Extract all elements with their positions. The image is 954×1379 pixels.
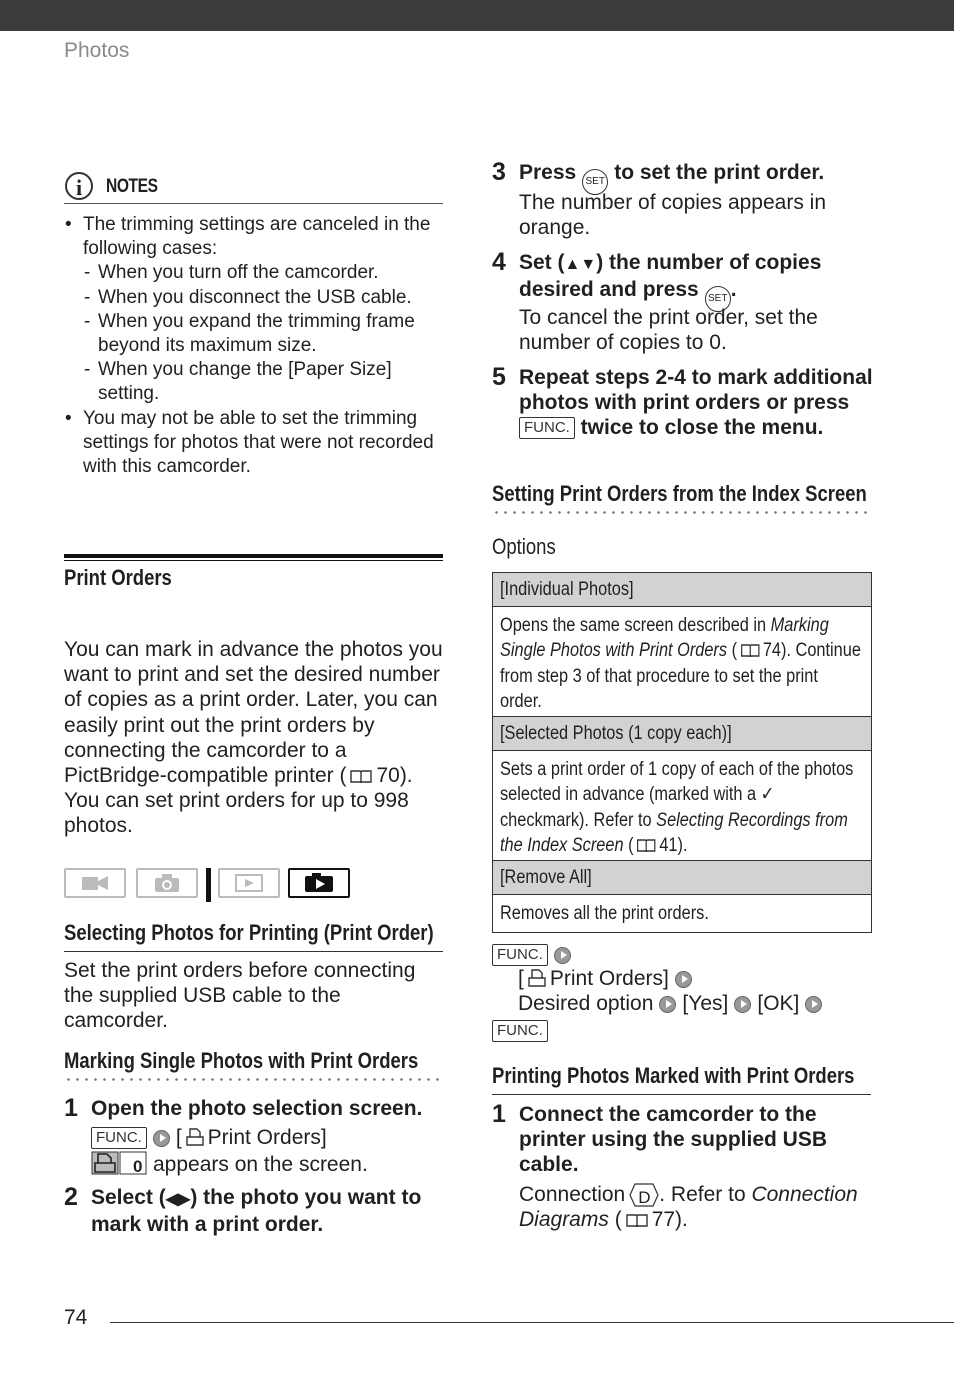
step-number: 3 [492, 158, 506, 186]
connection-d-icon [629, 1183, 659, 1207]
closing-paren: ). [675, 1208, 688, 1232]
desc-text-b: ). [677, 834, 688, 856]
photo-camera-mode-icon [136, 868, 198, 898]
movie-playback-mode-icon [218, 868, 280, 898]
dotted-rule [492, 511, 872, 514]
book-icon [637, 838, 656, 852]
page-ref: 77 [651, 1208, 676, 1232]
note-subitem: - When you expand the trimming frame beyond its maximum size. [64, 310, 444, 358]
step-5-b: twice to close the menu. [580, 416, 824, 440]
next-arrow-icon [805, 996, 822, 1013]
book-icon [740, 643, 759, 657]
option-description [493, 607, 871, 717]
options-table [492, 572, 872, 933]
notes-label: NOTES [106, 176, 158, 197]
print-orders-title: Print Orders [64, 565, 172, 590]
func-button-icon: FUNC. [492, 1020, 548, 1042]
step-number: 4 [492, 248, 506, 276]
next-arrow-icon [153, 1130, 170, 1147]
step-4-text [519, 250, 871, 312]
note-subitem: - When you disconnect the USB cable. [64, 286, 444, 310]
note-text: The trimming settings are canceled in the following cases: [83, 214, 431, 260]
step-number: 1 [64, 1094, 78, 1122]
set-button-icon: SET [582, 169, 608, 195]
note-item [64, 213, 444, 261]
note-text: You may not be able to set the trimming settings for photos that were not recorded with this camcorder. [83, 407, 434, 478]
menu-path-line3 [518, 991, 872, 1016]
top-bar [0, 0, 954, 31]
intro-text-a: You can mark in advance the photos you want to print and set the desired number of copies as a print order. Later, you can easily print out the print orders by connecting the camcorder to a PictBridge-compatible printer ( [64, 638, 443, 788]
print-orders-menu: Print Orders] [549, 967, 669, 990]
desc-ref: 41 [659, 834, 678, 856]
step-5-a: Repeat steps 2-4 to mark additional photos with print orders or press [519, 366, 873, 415]
option-name-text: [Selected Photos (1 copy each)] [500, 723, 732, 744]
printing-step-1-text: Connect the camcorder to the printer using the supplied USB cable. [519, 1103, 828, 1177]
step-4-b: ) the number of copies desired and press [519, 251, 822, 302]
connection-diagrams-ref: Connection Diagrams [519, 1183, 858, 1232]
desc-text-b: ). Continue from step 3 of that procedure to set the print order. [500, 640, 861, 712]
option-name [493, 717, 871, 751]
book-icon [350, 769, 372, 783]
step-4-a: Set ( [519, 251, 565, 274]
step-3-a: Press [519, 161, 577, 184]
desc-text: Opens the same screen described in [500, 615, 771, 636]
option-name [493, 573, 871, 607]
step-1-appears [91, 1151, 443, 1181]
printing-title: Printing Photos Marked with Print Orders [492, 1063, 855, 1088]
desc-text-c: checkmark). Refer to [500, 809, 657, 831]
func-button-icon: FUNC. [492, 944, 548, 966]
desc-text: Sets a print order of 1 copy of each of the photos selected in advance (marked with a [500, 759, 854, 806]
print-orders-menu: Print Orders] [207, 1126, 327, 1149]
menu-path-line4 [492, 1018, 872, 1043]
option-name-text: [Remove All] [500, 867, 592, 888]
connection-letter: D [638, 1188, 651, 1207]
desc-italic: Selecting Recordings from the Index Screen [500, 809, 848, 856]
notes-header [64, 170, 443, 204]
desc-italic: Marking Single Photos with Print Orders [500, 615, 829, 662]
selecting-title: Selecting Photos for Printing (Print Order) [64, 920, 434, 945]
up-down-arrows-icon: ▲▼ [564, 256, 597, 273]
photo-playback-mode-icon [288, 868, 350, 898]
section-rule [64, 554, 443, 558]
info-icon: i [65, 172, 93, 200]
step-2-a: Select ( [91, 1186, 166, 1209]
menu-path-line2: [ Print Orders] [518, 966, 872, 991]
option-description [493, 751, 871, 861]
print-icon [186, 1128, 204, 1146]
selecting-body: Set the print orders before connecting the supplied USB cable to the camcorder. [64, 959, 416, 1033]
step-4-c: . [730, 278, 737, 302]
book-icon [626, 1213, 648, 1227]
option-description-text: Removes all the print orders. [500, 903, 709, 924]
checkmark-icon: ✓ [760, 784, 775, 806]
note-item [64, 407, 444, 480]
marking-title: Marking Single Photos with Print Orders [64, 1048, 419, 1073]
func-button-icon: FUNC. [91, 1127, 147, 1149]
option-name-text: [Individual Photos] [500, 579, 634, 600]
step-5-text [519, 365, 873, 441]
func-button-icon: FUNC. [519, 417, 575, 439]
page-number: 74 [64, 1306, 88, 1329]
dotted-rule [64, 1078, 444, 1081]
mode-separator [206, 868, 211, 902]
next-arrow-icon [734, 996, 751, 1013]
step-2-text [91, 1185, 446, 1237]
step-number: 2 [64, 1183, 78, 1211]
footer-rule [110, 1322, 954, 1323]
desired-option-text: Desired option [518, 992, 654, 1015]
note-subitem: - When you change the [Paper Size] setting. [64, 358, 444, 406]
intro-ref: 70 [376, 764, 400, 788]
step-3-body: The number of copies appears in orange. [519, 191, 827, 240]
menu-path [492, 942, 872, 967]
next-arrow-icon [675, 971, 692, 988]
step-3-b: to set the print order. [614, 161, 825, 184]
set-button-icon: SET [705, 286, 731, 312]
selecting-underline [64, 951, 443, 952]
step-4-body: To cancel the print order, set the number of copies to 0. [519, 306, 818, 355]
index-screen-title: Setting Print Orders from the Index Screen [492, 481, 867, 506]
print-orders-intro [64, 637, 444, 839]
appears-text: appears on the screen. [153, 1153, 368, 1176]
options-label: Options [492, 534, 556, 559]
step-number: 1 [492, 1100, 506, 1128]
movie-camera-mode-icon [64, 868, 126, 898]
printing-underline [492, 1094, 871, 1095]
connection-text: Connection [519, 1183, 626, 1206]
option-description-text: Opens the same screen described in Marking Single Photos with Print Orders ( 74). Continue from step 3 of that procedure to set the print order. [500, 615, 861, 712]
option-description [493, 895, 871, 932]
option-description-text: Sets a print order of 1 copy of each of the photos selected in advance (marked with a ✓ checkmark). Refer to Selecting Recordings from the Index Screen ( 41). [500, 759, 854, 856]
ok-option: [OK] [757, 992, 800, 1015]
left-right-arrows-icon: ◀▶ [165, 1191, 191, 1208]
step-1-text: Open the photo selection screen. [91, 1097, 423, 1120]
step-1-path: FUNC. [ Print Orders] [91, 1125, 443, 1150]
next-arrow-icon [554, 947, 571, 964]
refer-text: . Refer to [659, 1183, 752, 1206]
step-number: 5 [492, 363, 506, 391]
note-subitem: - When you turn off the camcorder. [64, 261, 444, 285]
printing-step-1-body: Connection D . Refer to Connection Diagrams ( 77). [519, 1183, 858, 1232]
next-arrow-icon [659, 996, 676, 1013]
yes-option: [Yes] [682, 992, 729, 1015]
step-2-b: ) the photo you want to mark with a print order. [91, 1186, 422, 1237]
print-count: 0 [133, 1157, 143, 1176]
desc-ref: 74 [762, 640, 782, 662]
option-name [493, 861, 871, 895]
print-icon [528, 969, 546, 987]
section-rule-thin [64, 560, 443, 561]
intro-text-b: ). You can set print orders for up to 998 photos. [64, 764, 413, 838]
notes-list [64, 213, 444, 479]
section-name: Photos [64, 39, 130, 62]
